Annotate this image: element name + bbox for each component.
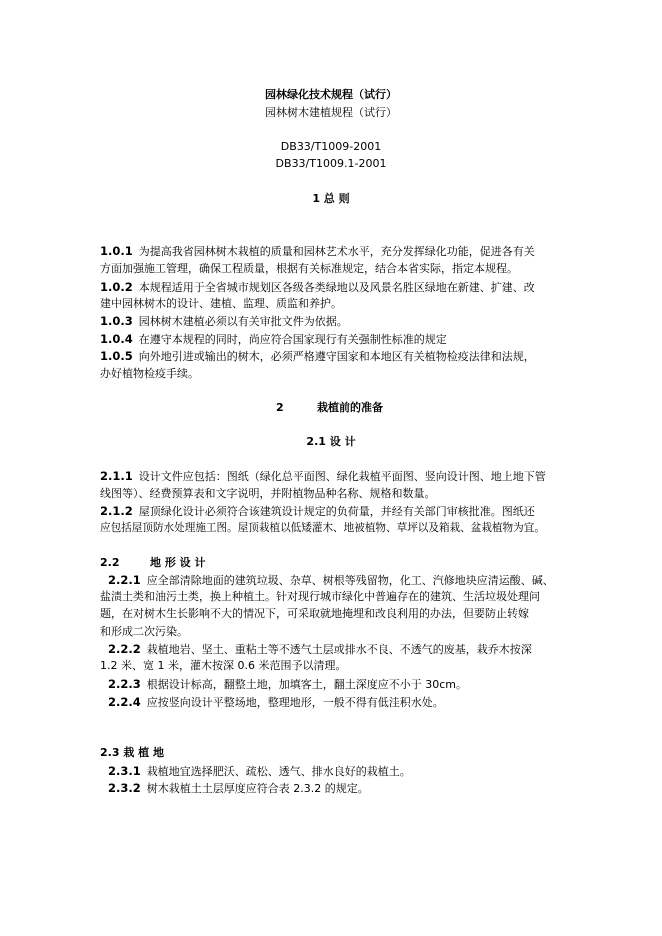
standard-code-2: DB33/T1009.1-2001 xyxy=(275,157,387,170)
chapter-1-heading: 1 总 则 xyxy=(312,192,350,205)
clause-2-1-2 xyxy=(100,503,535,520)
section-2-3-heading: 2.3 栽 植 地 xyxy=(100,746,164,759)
clause-number: 1.0.5 xyxy=(100,349,133,363)
clause-text: 树木栽植土土层厚度应符合表 2.3.2 的规定。 xyxy=(146,782,369,795)
clause-1-0-3 xyxy=(100,313,348,330)
clause-2-2-4 xyxy=(108,694,444,711)
clause-2-3-2 xyxy=(108,780,369,797)
section-2-2-heading: 地 形 设 计 xyxy=(150,556,206,569)
clause-1-0-2-cont: 建中园林树木的设计、建植、监理、质监和养护。 xyxy=(100,297,342,310)
section-2-1-heading: 2.1 设 计 xyxy=(306,435,356,448)
clause-2-2-1 xyxy=(108,572,554,589)
clause-number: 2.1.1 xyxy=(100,469,133,483)
clause-2-2-1-cont-1: 盐渍土类和油污土类，换上种植土。针对现行城市绿化中普遍存在的建筑、生活垃圾处理问 xyxy=(100,590,540,603)
clause-1-0-4 xyxy=(100,331,447,348)
clause-text: 在遵守本规程的同时，尚应符合国家现行有关强制性标准的规定 xyxy=(138,333,447,346)
clause-number: 2.2.4 xyxy=(108,695,141,709)
clause-text: 栽植地宜选择肥沃、疏松、透气、排水良好的栽植土。 xyxy=(146,765,411,778)
clause-1-0-5 xyxy=(100,348,535,365)
clause-2-1-1-cont: 线图等）、经费预算表和文字说明，并附植物品种名称、规格和数量。 xyxy=(100,487,436,500)
clause-text: 栽植地岩、坚土、重粘土等不透气土层或排水不良、不透气的废基，栽乔木按深 xyxy=(146,643,532,656)
clause-number: 1.0.2 xyxy=(100,280,133,294)
clause-1-0-5-cont: 办好植物检疫手续。 xyxy=(100,367,199,380)
clause-text: 园林树木建植必须以有关审批文件为依据。 xyxy=(138,315,348,328)
clause-2-2-2 xyxy=(108,641,532,658)
clause-text: 根据设计标高，翻整土地，加填客土，翻土深度应不小于 30cm。 xyxy=(146,678,468,691)
clause-text: 为提高我省园林树木栽植的质量和园林艺术水平，充分发挥绿化功能，促进各有关 xyxy=(138,245,535,258)
standard-code-1: DB33/T1009-2001 xyxy=(280,140,382,153)
clause-1-0-2 xyxy=(100,279,535,296)
clause-text: 设计文件应包括：图纸（绿化总平面图、绿化栽植平面图、竖向设计图、地上地下管 xyxy=(138,470,546,483)
clause-number: 2.2.3 xyxy=(108,677,141,691)
clause-2-1-1 xyxy=(100,468,546,485)
clause-1-0-1-cont: 方面加强施工管理，确保工程质量，根据有关标准规定，结合本省实际，指定本规程。 xyxy=(100,262,518,275)
document-title: 园林绿化技术规程（试行） xyxy=(265,88,397,101)
clause-number: 1.0.3 xyxy=(100,314,133,328)
clause-number: 2.1.2 xyxy=(100,504,133,518)
clause-2-2-1-cont-2: 题，在对树木生长影响不大的情况下，可采取就地掩埋和改良利用的办法，但要防止转嫁 xyxy=(100,607,529,620)
clause-1-0-1 xyxy=(100,243,535,260)
chapter-2-heading: 栽植前的准备 xyxy=(317,401,383,414)
clause-2-2-2-cont: 1.2 米、宽 1 米，灌木按深 0.6 米范围予以清理。 xyxy=(100,659,347,672)
clause-number: 1.0.1 xyxy=(100,244,133,258)
clause-number: 1.0.4 xyxy=(100,332,133,346)
clause-text: 向外地引进或输出的树木，必须严格遵守国家和本地区有关植物检疫法律和法规， xyxy=(138,350,535,363)
chapter-2-number: 2 xyxy=(276,401,284,414)
clause-text: 屋顶绿化设计必须符合该建筑设计规定的负荷量，并经有关部门审核批准。图纸还 xyxy=(138,505,535,518)
clause-number: 2.2.2 xyxy=(108,642,141,656)
clause-number: 2.2.1 xyxy=(108,573,141,587)
section-2-2-number: 2.2 xyxy=(100,556,120,569)
clause-2-3-1 xyxy=(108,763,411,780)
clause-text: 应按竖向设计平整场地，整理地形，一般不得有低洼积水处。 xyxy=(146,696,444,709)
clause-text: 应全部清除地面的建筑垃圾、杂草、树根等残留物，化工、汽修地块应清运酸、碱、 xyxy=(146,574,554,587)
clause-number: 2.3.1 xyxy=(108,764,141,778)
clause-text: 本规程适用于全省城市规划区各级各类绿地以及风景名胜区绿地在新建、扩建、改 xyxy=(138,281,535,294)
clause-number: 2.3.2 xyxy=(108,781,141,795)
clause-2-2-1-cont-3: 和形成二次污染。 xyxy=(100,625,188,638)
document-subtitle: 园林树木建植规程（试行） xyxy=(265,106,397,119)
clause-2-2-3 xyxy=(108,676,467,693)
clause-2-1-2-cont: 应包括屋顶防水处理施工图。屋顶栽植以低矮灌木、地被植物、草坪以及箱栽、盆栽植物为宜。 xyxy=(100,522,545,534)
